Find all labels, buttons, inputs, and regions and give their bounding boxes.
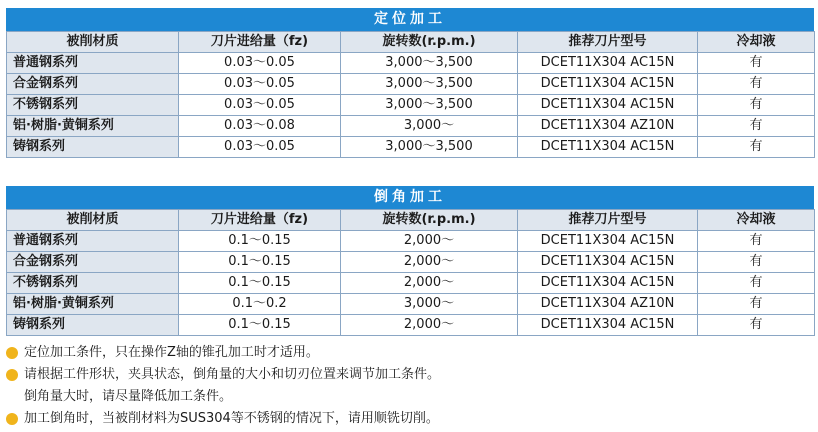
coolant-cell: 有 bbox=[698, 74, 815, 95]
material-cell: 铸钢系列 bbox=[7, 315, 179, 336]
feed-cell: 0.1～0.15 bbox=[179, 315, 341, 336]
note-item bbox=[6, 408, 814, 430]
table-row bbox=[7, 315, 815, 336]
insert-cell: DCET11X304 AC15N bbox=[518, 252, 698, 273]
material-cell: 铝·树脂·黄铜系列 bbox=[7, 116, 179, 137]
rpm-cell: 3,000～3,500 bbox=[341, 137, 518, 158]
chamfering-table-block bbox=[6, 186, 814, 336]
table-row bbox=[7, 231, 815, 252]
note-item bbox=[6, 342, 814, 364]
coolant-cell: 有 bbox=[698, 252, 815, 273]
note-text: 加工倒角时，当被削材料为SUS304等不锈钢的情况下，请用顺铣切削。 bbox=[24, 411, 439, 426]
feed-cell: 0.1～0.15 bbox=[179, 273, 341, 294]
positioning-table bbox=[6, 31, 815, 158]
positioning-table-block bbox=[6, 8, 814, 158]
table-header-row bbox=[7, 32, 815, 53]
coolant-cell: 有 bbox=[698, 137, 815, 158]
feed-cell: 0.03～0.05 bbox=[179, 74, 341, 95]
coolant-cell: 有 bbox=[698, 315, 815, 336]
note-item bbox=[6, 364, 814, 386]
bullet-dot-icon bbox=[6, 369, 18, 381]
table-header-row bbox=[7, 210, 815, 231]
material-cell: 铸钢系列 bbox=[7, 137, 179, 158]
bullet-dot-icon bbox=[6, 347, 18, 359]
bullet-dot-icon bbox=[6, 413, 18, 425]
table-row bbox=[7, 137, 815, 158]
material-cell: 普通钢系列 bbox=[7, 53, 179, 74]
header-coolant: 冷却液 bbox=[698, 32, 815, 53]
coolant-cell: 有 bbox=[698, 116, 815, 137]
header-rpm: 旋转数(r.p.m.) bbox=[341, 32, 518, 53]
table-row bbox=[7, 95, 815, 116]
header-material: 被削材质 bbox=[7, 32, 179, 53]
table-row bbox=[7, 252, 815, 273]
header-feed: 刀片进给量（fz) bbox=[179, 210, 341, 231]
rpm-cell: 3,000～3,500 bbox=[341, 95, 518, 116]
table-row bbox=[7, 53, 815, 74]
rpm-cell: 3,000～ bbox=[341, 294, 518, 315]
coolant-cell: 有 bbox=[698, 53, 815, 74]
insert-cell: DCET11X304 AC15N bbox=[518, 74, 698, 95]
material-cell: 铝·树脂·黄铜系列 bbox=[7, 294, 179, 315]
feed-cell: 0.03～0.08 bbox=[179, 116, 341, 137]
feed-cell: 0.03～0.05 bbox=[179, 53, 341, 74]
note-text: 请根据工件形状，夹具状态，倒角量的大小和切刃位置来调节加工条件。 bbox=[24, 367, 441, 382]
material-cell: 不锈钢系列 bbox=[7, 95, 179, 116]
note-text: 倒角量大时，请尽量降低加工条件。 bbox=[24, 389, 233, 404]
insert-cell: DCET11X304 AC15N bbox=[518, 95, 698, 116]
table-row bbox=[7, 273, 815, 294]
rpm-cell: 3,000～3,500 bbox=[341, 74, 518, 95]
rpm-cell: 2,000～ bbox=[341, 273, 518, 294]
insert-cell: DCET11X304 AC15N bbox=[518, 137, 698, 158]
chamfering-table-title: 倒角加工 bbox=[6, 186, 814, 209]
table-row bbox=[7, 294, 815, 315]
coolant-cell: 有 bbox=[698, 273, 815, 294]
header-coolant: 冷却液 bbox=[698, 210, 815, 231]
insert-cell: DCET11X304 AZ10N bbox=[518, 116, 698, 137]
rpm-cell: 2,000～ bbox=[341, 252, 518, 273]
insert-cell: DCET11X304 AC15N bbox=[518, 315, 698, 336]
insert-cell: DCET11X304 AC15N bbox=[518, 53, 698, 74]
header-material: 被削材质 bbox=[7, 210, 179, 231]
table-row bbox=[7, 116, 815, 137]
chamfering-table bbox=[6, 209, 815, 336]
note-text: 定位加工条件，只在操作Z轴的锥孔加工时才适用。 bbox=[24, 345, 319, 360]
table-row bbox=[7, 74, 815, 95]
material-cell: 不锈钢系列 bbox=[7, 273, 179, 294]
material-cell: 合金钢系列 bbox=[7, 74, 179, 95]
insert-cell: DCET11X304 AC15N bbox=[518, 273, 698, 294]
header-feed: 刀片进给量（fz) bbox=[179, 32, 341, 53]
insert-cell: DCET11X304 AC15N bbox=[518, 231, 698, 252]
coolant-cell: 有 bbox=[698, 95, 815, 116]
rpm-cell: 3,000～ bbox=[341, 116, 518, 137]
notes-list bbox=[6, 342, 814, 430]
note-item bbox=[6, 386, 814, 408]
rpm-cell: 2,000～ bbox=[341, 315, 518, 336]
material-cell: 普通钢系列 bbox=[7, 231, 179, 252]
coolant-cell: 有 bbox=[698, 294, 815, 315]
positioning-table-title: 定位加工 bbox=[6, 8, 814, 31]
feed-cell: 0.1～0.2 bbox=[179, 294, 341, 315]
material-cell: 合金钢系列 bbox=[7, 252, 179, 273]
feed-cell: 0.03～0.05 bbox=[179, 95, 341, 116]
feed-cell: 0.03～0.05 bbox=[179, 137, 341, 158]
feed-cell: 0.1～0.15 bbox=[179, 252, 341, 273]
coolant-cell: 有 bbox=[698, 231, 815, 252]
header-rpm: 旋转数(r.p.m.) bbox=[341, 210, 518, 231]
feed-cell: 0.1～0.15 bbox=[179, 231, 341, 252]
header-insert: 推荐刀片型号 bbox=[518, 32, 698, 53]
header-insert: 推荐刀片型号 bbox=[518, 210, 698, 231]
insert-cell: DCET11X304 AZ10N bbox=[518, 294, 698, 315]
rpm-cell: 2,000～ bbox=[341, 231, 518, 252]
rpm-cell: 3,000～3,500 bbox=[341, 53, 518, 74]
